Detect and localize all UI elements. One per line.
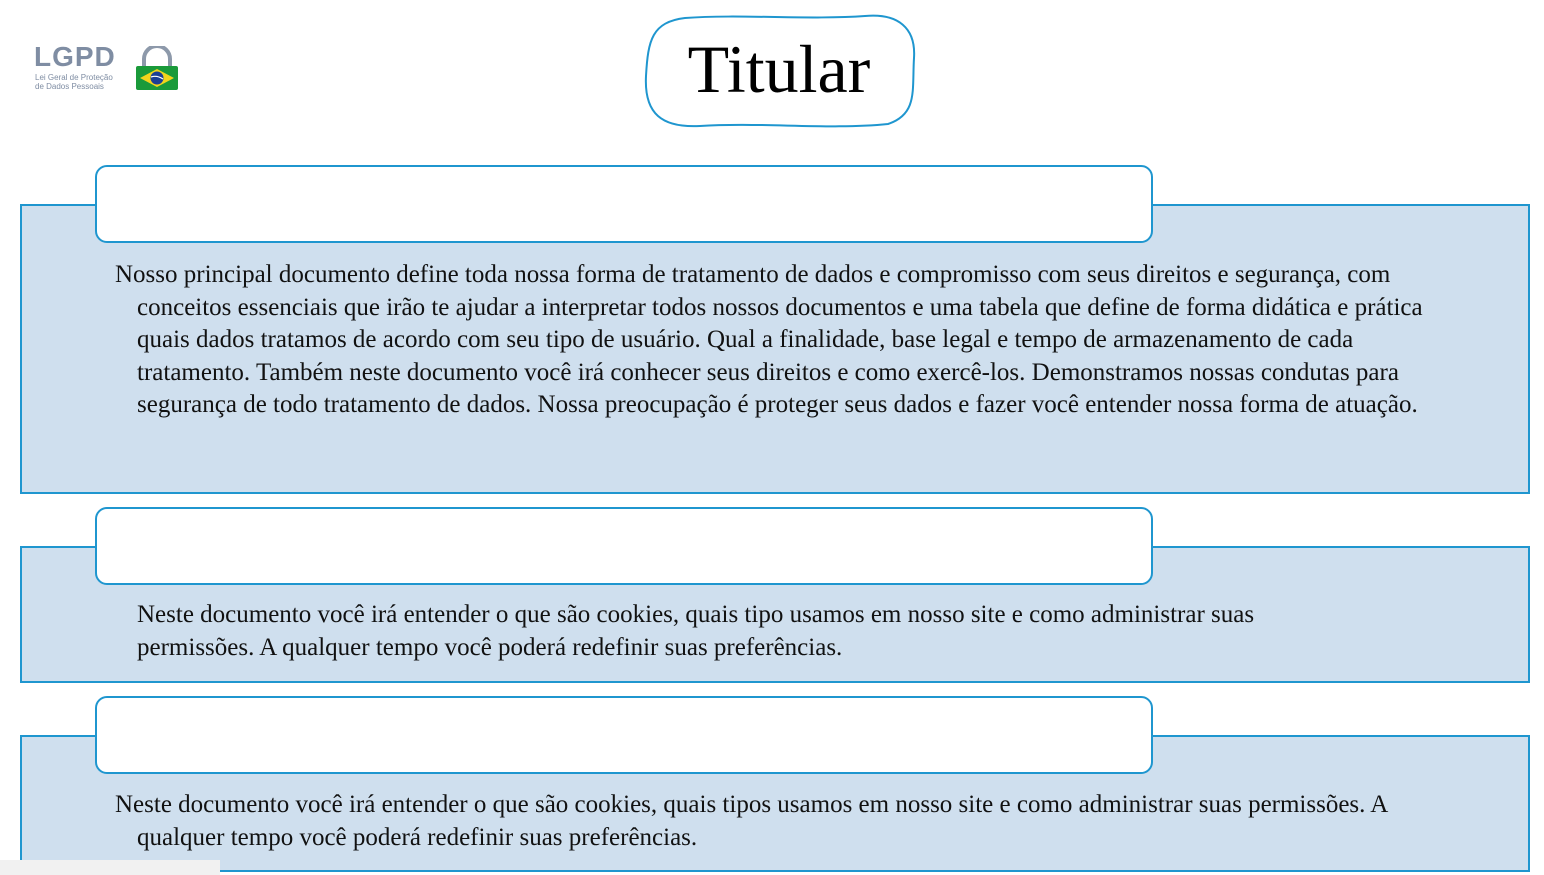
page-title: Titular — [687, 30, 871, 107]
section-tab-2 — [95, 507, 1153, 585]
footer-strip — [0, 860, 220, 875]
padlock-brazil-flag-icon — [134, 46, 180, 92]
section-text-2: Neste documento você irá entender o que são cookies, quais tipo usamos em nosso site e como administrar suas permissões. A qualquer tempo você poderá redefinir suas preferências. — [137, 601, 1255, 661]
section-text-1: Nosso principal documento define toda nossa forma de tratamento de dados e compromisso com seus direitos e segurança, com conceitos essenciais que irão te ajudar a interpretar todos nossos documentos e uma tabela que define de forma didática e prática quais dados tratamos de acordo com seu tipo de usuário. Qual a finalidade, base legal e tempo de armazenamento de cada tratamento. Também neste documento você irá conhecer seus direitos e como exercê-los. Demonstramos nossas condutas para segurança de todo tratamento de dados. Nossa preocupação é proteger seus dados e fazer você entender nossa forma de atuação. — [115, 261, 1423, 418]
section-tab-1 — [95, 165, 1153, 243]
section-tab-3 — [95, 696, 1153, 774]
logo-subtitle-line1: Lei Geral de Proteção — [35, 73, 113, 82]
logo-acronym: LGPD — [34, 41, 116, 72]
section-text-3: Neste documento você irá entender o que são cookies, quais tipos usamos em nosso site e como administrar suas permissões. A qualquer tempo você poderá redefinir suas preferências. — [115, 791, 1387, 851]
lgpd-logo — [30, 42, 180, 98]
logo-subtitle — [35, 73, 135, 91]
logo-subtitle-line2: de Dados Pessoais — [35, 82, 104, 91]
